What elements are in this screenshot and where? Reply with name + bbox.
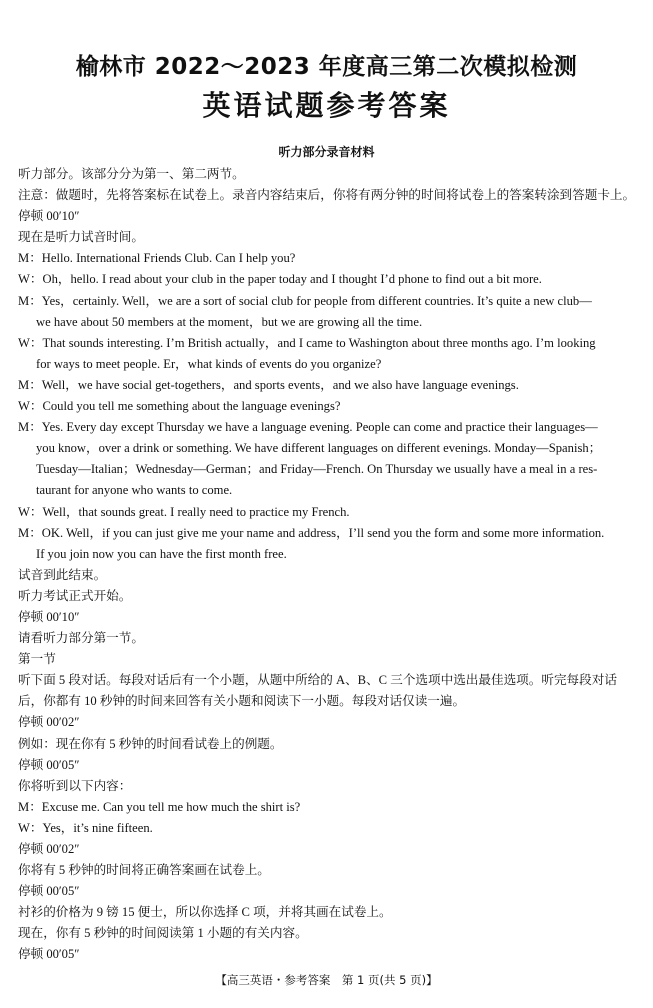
answer-key-title: 英语试题参考答案	[202, 89, 451, 122]
transcript-line: 听力考试正式开始。	[18, 588, 132, 603]
transcript-line: M：Yes，certainly. Well，we are a sort of social club for people from different countries. It’s quite a new club—	[18, 293, 592, 308]
transcript-line: 停顿 00′05″	[18, 947, 80, 962]
transcript-line: 听下面 5 段对话。每段对话后有一个小题，从题中所给的 A、B、C 三个选项中选出最佳选项。听完每段对话	[18, 673, 617, 688]
transcript-line: 停顿 00′05″	[18, 884, 80, 899]
transcript-line: W：Yes，it’s nine fifteen.	[18, 820, 153, 835]
transcript-line: M：Yes. Every day except Thursday we have a language evening. People can come and practice their languages—	[18, 420, 598, 435]
transcript-line: 你将有 5 秒钟的时间将正确答案画在试卷上。	[18, 863, 270, 878]
transcript-line: W：Well，that sounds great. I really need to practice my French.	[18, 504, 350, 519]
transcript-line: 例如：现在你有 5 秒钟的时间看试卷上的例题。	[18, 736, 283, 751]
transcript-body	[18, 164, 640, 966]
exam-title: 榆林市 2022～2023 年度高三第二次模拟检测	[75, 54, 578, 80]
transcript-line: you know，over a drink or something. We have different languages on different evenings. Monday—Spanish；	[36, 441, 602, 456]
transcript-line: 现在是听力试音时间。	[18, 230, 144, 245]
transcript-line: 停顿 00′02″	[18, 715, 80, 730]
transcript-line: M：OK. Well，if you can just give me your name and address，I’ll send you the form and some more information.	[18, 525, 605, 540]
transcript-line: for ways to meet people. Er，what kinds of events do you organize?	[36, 356, 382, 371]
section-heading: 听力部分录音材料	[278, 145, 375, 159]
transcript-line: taurant for anyone who wants to come.	[36, 483, 233, 498]
transcript-line: W：Could you tell me something about the language evenings?	[18, 399, 341, 414]
transcript-line: 现在，你有 5 秒钟的时间阅读第 1 小题的有关内容。	[18, 926, 308, 941]
transcript-line: 停顿 00′10″	[18, 209, 80, 224]
page-footer: 【高三英语・参考答案 第 1 页(共 5 页)】	[215, 973, 438, 987]
transcript-line: 第一节	[18, 652, 56, 667]
transcript-line: 听力部分。该部分分为第一、第二两节。	[18, 167, 245, 181]
transcript-line: 停顿 00′10″	[18, 609, 80, 624]
transcript-line: M：Hello. International Friends Club. Can I help you?	[18, 251, 296, 266]
transcript-line: M：Well，we have social get-togethers，and sports events，and we also have language evenings.	[18, 377, 519, 392]
transcript-line: 停顿 00′02″	[18, 842, 80, 856]
transcript-line: W：That sounds interesting. I’m British actually，and I came to Washington about three months ago. I’m looking	[18, 335, 596, 350]
transcript-line: 停顿 00′05″	[18, 757, 80, 772]
transcript-line: 衬衫的价格为 9 镑 15 便士，所以你选择 C 项，并将其画在试卷上。	[18, 905, 392, 920]
transcript-line: 你将听到以下内容：	[18, 778, 132, 793]
transcript-line: we have about 50 members at the moment，but we are growing all the time.	[36, 314, 423, 329]
transcript-line: 试音到此结束。	[18, 567, 107, 582]
transcript-line: M：Excuse me. Can you tell me how much the shirt is?	[18, 799, 301, 814]
transcript-line: 请看听力部分第一节。	[18, 631, 144, 646]
transcript-line: Tuesday—Italian；Wednesday—German；and Friday—French. On Thursday we usually have a meal in a res-	[36, 462, 598, 477]
transcript-line: If you join now you can have the first month free.	[36, 546, 287, 561]
transcript-line: 注意：做题时，先将答案标在试卷上。录音内容结束后，你将有两分钟的时间将试卷上的答案转涂到答题卡上。	[18, 188, 636, 203]
transcript-line: 后，你都有 10 秒钟的时间来回答有关小题和阅读下一小题。每段对话仅读一遍。	[18, 694, 466, 709]
transcript-line: W：Oh，hello. I read about your club in the paper today and I thought I’d phone to find out a bit more.	[18, 272, 542, 287]
